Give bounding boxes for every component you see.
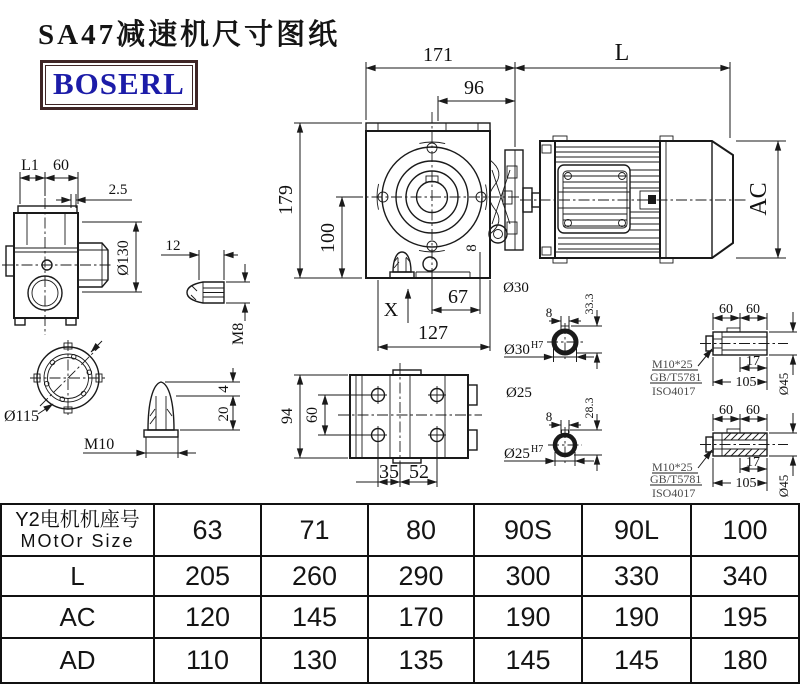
dim-L1: L1: [21, 157, 39, 174]
motor-fins: [556, 152, 660, 249]
m8-plug-detail: [161, 238, 250, 345]
cell-AD-90L: [583, 639, 692, 682]
dim-60-shaft-b: 60: [746, 302, 760, 317]
bottom-view: [279, 363, 482, 487]
cell-value: 120: [184, 601, 231, 632]
boserl-logo: [40, 60, 198, 110]
dim-28-3: 28.3: [582, 397, 596, 419]
dim-AC: AC: [746, 182, 772, 216]
shaft-view-bottom: [650, 403, 797, 500]
label-dia30H7: Ø30: [504, 342, 530, 358]
dim-100: 100: [317, 223, 339, 253]
cell-AC-63: [155, 597, 262, 639]
cell-value: 135: [398, 645, 444, 675]
dim-L: L: [614, 40, 630, 66]
table-header-motor-size: [2, 505, 155, 557]
label-M8: M8: [230, 322, 247, 345]
col-header-label: 100: [722, 514, 768, 545]
dim-17-b: 17: [746, 455, 760, 470]
col-header-label: 71: [299, 514, 330, 545]
sup-H7-30: H7: [531, 340, 544, 351]
cell-AD-71: [262, 639, 369, 682]
label-dia115: Ø115: [4, 408, 39, 425]
sup-H7-25: H7: [531, 444, 544, 455]
dim-12: 12: [165, 238, 181, 254]
label-dia30: Ø30: [503, 280, 529, 296]
cell-value: 330: [613, 560, 660, 591]
dim-105-b: 105: [735, 476, 757, 491]
cell-value: 180: [722, 645, 768, 675]
col-header-label: 90L: [613, 514, 660, 545]
cell-AC-90S: [475, 597, 583, 639]
dim-60-shaft-a: 60: [719, 302, 733, 317]
dim-key8-25: 8: [545, 409, 553, 424]
dim-20: 20: [216, 406, 232, 422]
cell-AD-80: [369, 639, 475, 682]
cell-L-90S: [475, 557, 583, 597]
cell-value: 260: [291, 560, 338, 591]
dim-dia130: Ø130: [115, 240, 132, 276]
cell-value: 340: [722, 560, 768, 591]
cell-AD-100: [692, 639, 798, 682]
bore-section-25: [504, 385, 602, 471]
side-view: [2, 157, 142, 335]
dim-dia45-bottom: Ø45: [776, 474, 791, 498]
label-dia25H7: Ø25: [504, 446, 530, 462]
row-label-L: [2, 557, 155, 597]
m10-plug-detail: [83, 368, 240, 458]
label-X: X: [383, 299, 399, 321]
dim-67: 67: [448, 286, 468, 308]
dim-60-side: 60: [53, 157, 69, 174]
cell-L-63: [155, 557, 262, 597]
front-view: [352, 112, 748, 278]
dim-key8-30: 8: [545, 305, 553, 320]
row-label-AD: [2, 639, 155, 682]
header-cn: Y2电机机座号: [15, 508, 140, 531]
cell-L-71: [262, 557, 369, 597]
motor-size-table: [0, 503, 800, 684]
cell-AC-80: [369, 597, 475, 639]
dim-127: 127: [418, 322, 448, 344]
cell-L-90L: [583, 557, 692, 597]
row-label: AC: [59, 601, 96, 632]
header-en: MOtOr Size: [20, 531, 135, 552]
label-M10: M10: [84, 436, 115, 453]
flange-view: [4, 340, 106, 425]
dim-60-shaft-d: 60: [746, 403, 760, 418]
dim-52: 52: [409, 461, 429, 483]
row-label: L: [70, 560, 85, 591]
logo-text: BOSERL: [53, 66, 185, 101]
col-header-80: [369, 505, 475, 557]
page-title: SA47减速机尺寸图纸: [38, 19, 341, 51]
dim-4: 4: [216, 385, 232, 393]
label-M10x25-b: M10*25: [652, 460, 693, 474]
cell-value: 190: [613, 601, 660, 632]
dim-105: 105: [735, 375, 757, 390]
cell-L-80: [369, 557, 475, 597]
label-GBT5781: GB/T5781: [650, 370, 702, 384]
label-M10x25: M10*25: [652, 357, 693, 371]
col-header-90S: [475, 505, 583, 557]
cell-value: 290: [398, 560, 444, 591]
label-GBT5781-b: GB/T5781: [650, 472, 702, 486]
col-header-label: 63: [192, 514, 223, 545]
col-header-label: 90S: [503, 514, 553, 545]
label-ISO4017: ISO4017: [652, 384, 696, 398]
cell-value: 190: [505, 601, 551, 632]
cell-value: 170: [398, 601, 444, 632]
cell-AC-100: [692, 597, 798, 639]
shaft-view-top: [650, 302, 797, 398]
col-header-63: [155, 505, 262, 557]
cell-value: 110: [185, 645, 230, 675]
cell-value: 205: [184, 560, 231, 591]
logo-inner-frame: [45, 65, 193, 105]
cell-AC-90L: [583, 597, 692, 639]
cell-AC-71: [262, 597, 369, 639]
cell-value: 195: [722, 601, 768, 632]
col-header-100: [692, 505, 798, 557]
cell-value: 145: [505, 645, 551, 675]
label-dia25: Ø25: [506, 385, 532, 401]
cell-value: 300: [505, 560, 551, 591]
col-header-label: 80: [405, 514, 437, 545]
dim-179: 179: [275, 185, 297, 215]
dim-60-bottom: 60: [304, 407, 321, 423]
cell-value: 130: [291, 645, 338, 675]
cell-AD-90S: [475, 639, 583, 682]
label-ISO4017-b: ISO4017: [652, 486, 696, 500]
cell-L-100: [692, 557, 798, 597]
dim-35: 35: [379, 461, 399, 483]
dim-60-shaft-c: 60: [719, 403, 733, 418]
dim-94: 94: [279, 408, 296, 424]
front-view-dimensions: [275, 40, 786, 351]
col-header-71: [262, 505, 369, 557]
dim-dia45-top: Ø45: [776, 372, 791, 396]
cell-value: 145: [613, 645, 660, 675]
cell-AD-63: [155, 639, 262, 682]
row-label: AD: [59, 645, 96, 675]
dim-96: 96: [464, 77, 484, 99]
cell-value: 145: [291, 601, 338, 632]
dim-8-rotated: 8: [464, 244, 480, 252]
bore-section-30: [504, 294, 602, 370]
dim-2-5: 2.5: [108, 182, 128, 198]
col-header-90L: [583, 505, 692, 557]
row-label-AC: [2, 597, 155, 639]
dim-171: 171: [423, 44, 453, 66]
dim-17: 17: [746, 354, 760, 369]
dim-33-3: 33.3: [582, 293, 596, 315]
